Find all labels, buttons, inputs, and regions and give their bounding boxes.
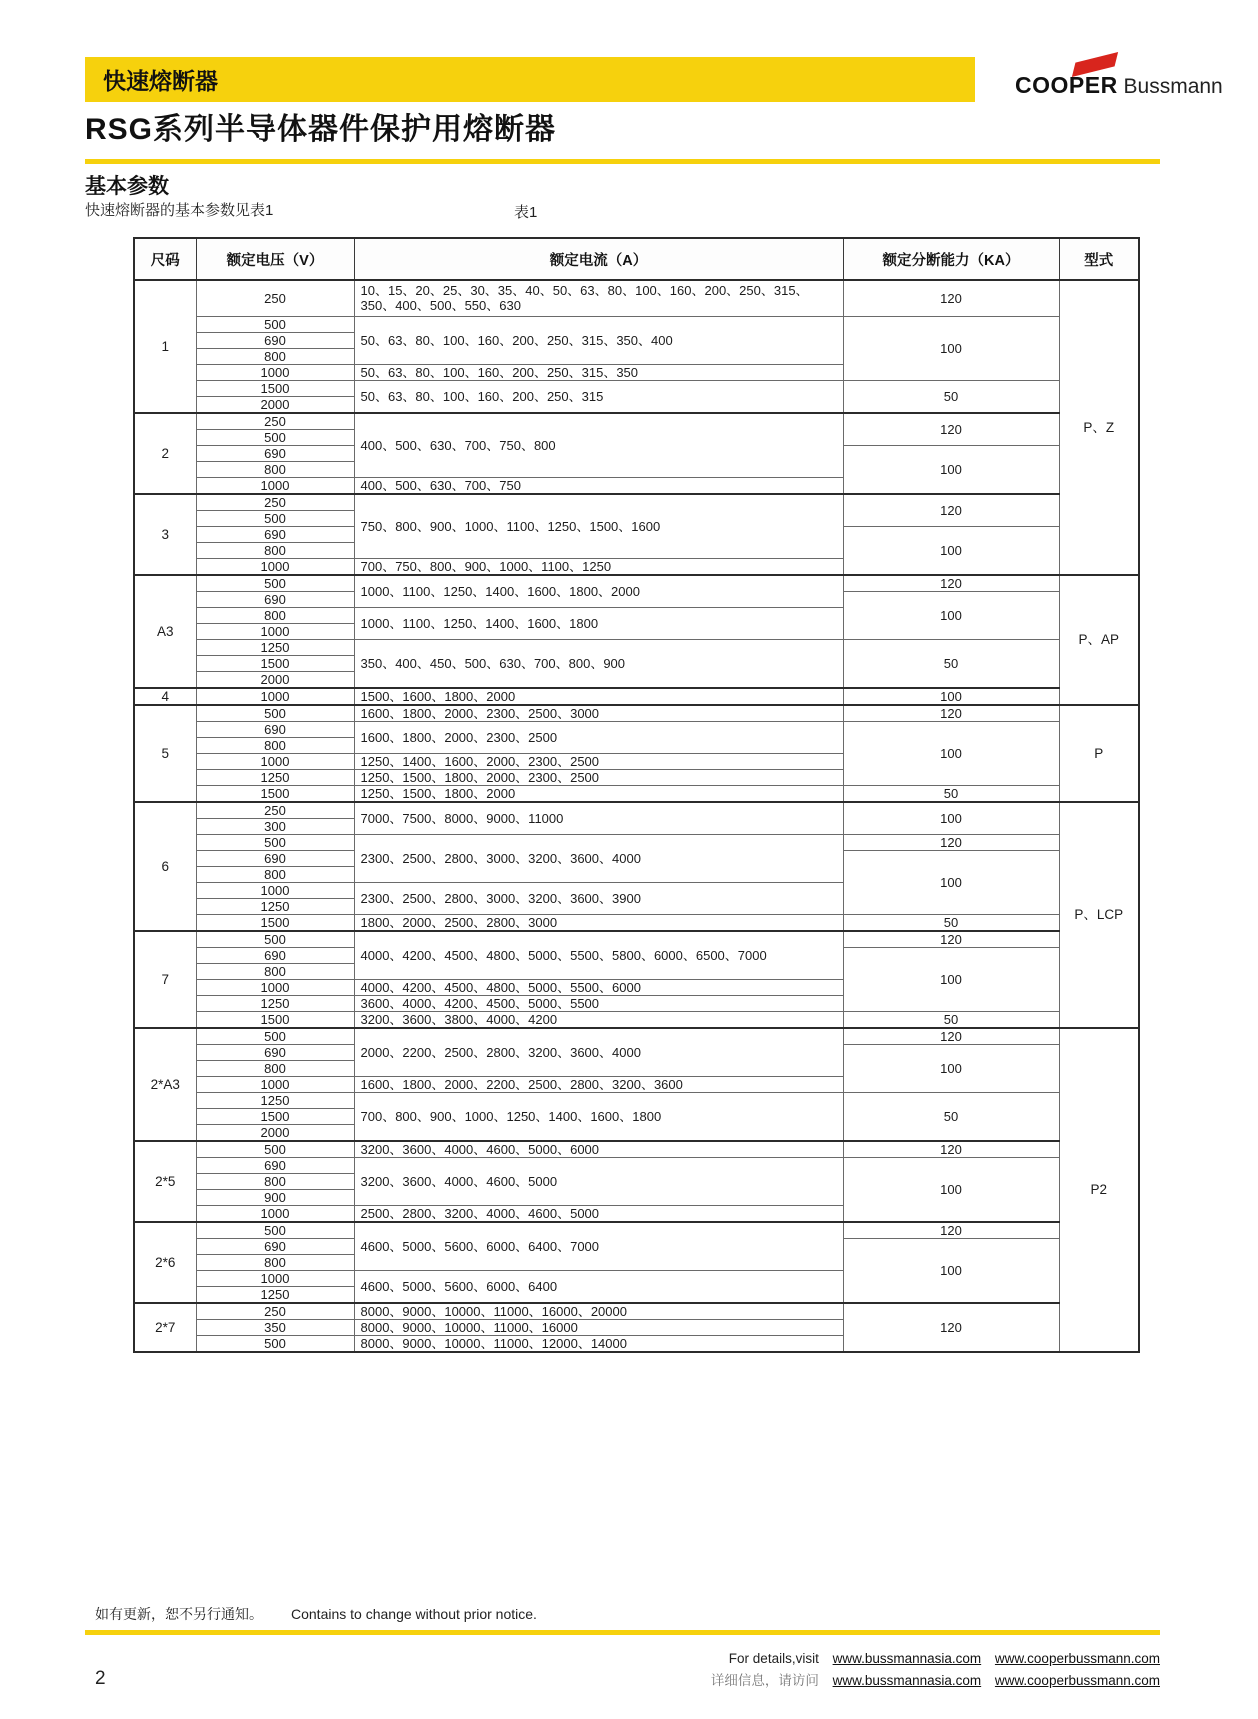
table-row [134,785,1139,802]
table-cell-voltage: 1000 [196,1270,354,1286]
table-cell-breaking-capacity: 50 [843,1092,1059,1141]
cooper-bussmann-logo [1015,56,1223,104]
table-cell-size: 3 [134,494,196,575]
table-cell-voltage: 800 [196,963,354,979]
table-cell-voltage: 250 [196,280,354,316]
table-cell-voltage: 1250 [196,995,354,1011]
table-cell-voltage: 500 [196,1222,354,1239]
table-cell-voltage: 350 [196,1319,354,1335]
table-cell-breaking-capacity: 120 [843,1028,1059,1045]
table-cell-voltage: 1500 [196,1011,354,1028]
table-cell-size: 7 [134,931,196,1028]
table-cell-current: 4000、4200、4500、4800、5000、5500、6000 [354,979,843,995]
table-cell-voltage: 300 [196,818,354,834]
table-cell-current: 8000、9000、10000、11000、16000、20000 [354,1303,843,1320]
table-cell-voltage: 800 [196,866,354,882]
table-cell-current: 400、500、630、700、750、800 [354,413,843,478]
yellow-divider-bottom [85,1630,1160,1635]
table-body [134,280,1139,1352]
table-row [134,380,1139,396]
table-cell-voltage: 1250 [196,769,354,785]
table-row [134,1011,1139,1028]
table-row [134,1222,1139,1239]
table-row [134,494,1139,511]
table-cell-current: 3200、3600、4000、4600、5000 [354,1157,843,1205]
table-cell-size: 5 [134,705,196,802]
cooperbussmann-link[interactable]: www.cooperbussmann.com [994,1651,1160,1666]
table-cell-voltage: 800 [196,461,354,477]
table-cell-current: 700、800、900、1000、1250、1400、1600、1800 [354,1092,843,1141]
table-cell-type: P2 [1059,1028,1139,1352]
table-cell-voltage: 1000 [196,1076,354,1092]
table-cell-breaking-capacity: 120 [843,1303,1059,1352]
table-cell-voltage: 250 [196,413,354,430]
table-cell-voltage: 690 [196,1157,354,1173]
table-cell-voltage: 1000 [196,1205,354,1222]
table-cell-voltage: 500 [196,575,354,592]
section-heading: 基本参数 [85,175,169,198]
details-prefix-cn: 详细信息，请访问 [710,1673,819,1688]
table-cell-voltage: 900 [196,1189,354,1205]
table-cell-voltage: 250 [196,802,354,819]
table-cell-voltage: 1500 [196,380,354,396]
table-row [134,639,1139,655]
table-cell-voltage: 2000 [196,396,354,413]
table-row [134,280,1139,316]
footer-links-line-cn [711,1670,1160,1692]
column-header: 尺码 [134,238,196,280]
table-cell-voltage: 690 [196,850,354,866]
cooperbussmann-link[interactable]: www.cooperbussmann.com [994,1673,1160,1688]
table-cell-voltage: 690 [196,1044,354,1060]
bussmannasia-link[interactable]: www.bussmannasia.com [832,1673,982,1688]
table-cell-voltage: 1250 [196,898,354,914]
table-row [134,1028,1139,1045]
table-cell-voltage: 1500 [196,914,354,931]
table-cell-size: A3 [134,575,196,688]
table-cell-voltage: 500 [196,705,354,722]
table-cell-size: 6 [134,802,196,931]
table-cell-voltage: 800 [196,1060,354,1076]
table-cell-breaking-capacity: 120 [843,705,1059,722]
table-cell-voltage: 500 [196,429,354,445]
table-cell-breaking-capacity: 50 [843,639,1059,688]
table-cell-current: 8000、9000、10000、11000、12000、14000 [354,1335,843,1352]
table-cell-voltage: 690 [196,445,354,461]
table-caption: 表1 [514,204,538,221]
table-cell-voltage: 1000 [196,753,354,769]
table-cell-voltage: 1500 [196,655,354,671]
table-cell-voltage: 1000 [196,558,354,575]
table-cell-breaking-capacity: 100 [843,802,1059,835]
table-cell-breaking-capacity: 100 [843,445,1059,494]
table-cell-breaking-capacity: 120 [843,413,1059,446]
table-cell-current: 8000、9000、10000、11000、16000 [354,1319,843,1335]
table-cell-current: 700、750、800、900、1000、1100、1250 [354,558,843,575]
table-cell-voltage: 2000 [196,1124,354,1141]
header-banner [85,57,975,102]
table-cell-breaking-capacity: 50 [843,380,1059,413]
table-cell-current: 4000、4200、4500、4800、5000、5500、5800、6000、6500、7000 [354,931,843,980]
table-row [134,914,1139,931]
bussmannasia-link[interactable]: www.bussmannasia.com [832,1651,982,1666]
table-cell-type: P、Z [1059,280,1139,575]
table-cell-voltage: 690 [196,526,354,542]
table-cell-breaking-capacity: 100 [843,1238,1059,1303]
table-cell-voltage: 690 [196,591,354,607]
table-cell-current: 2000、2200、2500、2800、3200、3600、4000 [354,1028,843,1077]
table-cell-current: 1500、1600、1800、2000 [354,688,843,705]
yellow-divider-top [85,159,1160,164]
table-cell-current: 7000、7500、8000、9000、11000 [354,802,843,835]
parameters-table [133,237,1140,1353]
table-cell-size: 2 [134,413,196,494]
table-cell-voltage: 1250 [196,1092,354,1108]
table-cell-voltage: 1000 [196,364,354,380]
table-cell-current: 3200、3600、3800、4000、4200 [354,1011,843,1028]
table-cell-breaking-capacity: 100 [843,1044,1059,1092]
table-row [134,1303,1139,1320]
table-cell-voltage: 1000 [196,688,354,705]
table-cell-current: 1000、1100、1250、1400、1600、1800 [354,607,843,639]
table-cell-current: 1000、1100、1250、1400、1600、1800、2000 [354,575,843,608]
table-cell-size: 2*A3 [134,1028,196,1141]
table-cell-voltage: 1000 [196,623,354,639]
table-row [134,834,1139,850]
table-cell-current: 400、500、630、700、750 [354,477,843,494]
table-cell-voltage: 690 [196,721,354,737]
table-cell-breaking-capacity: 120 [843,1222,1059,1239]
table-cell-current: 750、800、900、1000、1100、1250、1500、1600 [354,494,843,559]
details-prefix-en: For details,visit [728,1651,819,1666]
table-cell-type: P、AP [1059,575,1139,705]
logo-bussmann-text: Bussmann [1117,75,1223,98]
table-cell-current: 1250、1500、1800、2000 [354,785,843,802]
table-cell-breaking-capacity: 120 [843,834,1059,850]
table-cell-current: 3600、4000、4200、4500、5000、5500 [354,995,843,1011]
table-cell-current: 2500、2800、3200、4000、4600、5000 [354,1205,843,1222]
banner-title: 快速熔断器 [103,68,218,94]
table-cell-voltage: 500 [196,834,354,850]
table-cell-size: 2*5 [134,1141,196,1222]
table-row [134,1141,1139,1158]
table-cell-current: 1600、1800、2000、2200、2500、2800、3200、3600 [354,1076,843,1092]
table-cell-voltage: 800 [196,542,354,558]
table-cell-voltage: 1500 [196,785,354,802]
table-cell-current: 1250、1400、1600、2000、2300、2500 [354,753,843,769]
table-cell-size: 2*7 [134,1303,196,1352]
table-cell-voltage: 690 [196,1238,354,1254]
table-cell-current: 1600、1800、2000、2300、2500、3000 [354,705,843,722]
table-cell-breaking-capacity: 100 [843,688,1059,705]
table-cell-breaking-capacity: 120 [843,280,1059,316]
table-cell-voltage: 800 [196,1254,354,1270]
change-notice-en: Contains to change without prior notice. [291,1606,537,1622]
table-cell-current: 4600、5000、5600、6000、6400、7000 [354,1222,843,1271]
table-cell-breaking-capacity: 50 [843,785,1059,802]
table-cell-breaking-capacity: 100 [843,591,1059,639]
table-cell-voltage: 1000 [196,477,354,494]
table-cell-current: 4600、5000、5600、6000、6400 [354,1270,843,1303]
column-header: 额定分断能力（KA） [843,238,1059,280]
table-row [134,802,1139,819]
table-row [134,413,1139,430]
table-cell-voltage: 2000 [196,671,354,688]
table-cell-breaking-capacity: 100 [843,947,1059,1011]
table-cell-breaking-capacity: 100 [843,526,1059,575]
table-cell-current: 10、15、20、25、30、35、40、50、63、80、100、160、200、250、315、350、400、500、550、630 [354,280,843,316]
table-row [134,688,1139,705]
table-cell-voltage: 1250 [196,1286,354,1303]
table-cell-voltage: 1000 [196,979,354,995]
table-cell-current: 1600、1800、2000、2300、2500 [354,721,843,753]
table-cell-breaking-capacity: 100 [843,721,1059,785]
table-cell-voltage: 500 [196,1141,354,1158]
table-cell-size: 1 [134,280,196,413]
table-cell-breaking-capacity: 50 [843,1011,1059,1028]
table-cell-voltage: 1250 [196,639,354,655]
table-row [134,575,1139,592]
table-cell-current: 50、63、80、100、160、200、250、315、350 [354,364,843,380]
table-row [134,721,1139,737]
table-head-row [134,238,1139,280]
table-cell-voltage: 500 [196,931,354,948]
table-cell-current: 2300、2500、2800、3000、3200、3600、3900 [354,882,843,914]
table-cell-size: 2*6 [134,1222,196,1303]
table-cell-voltage: 800 [196,1173,354,1189]
table-cell-voltage: 500 [196,1028,354,1045]
table-cell-voltage: 500 [196,316,354,332]
table-cell-type: P [1059,705,1139,802]
table-cell-voltage: 690 [196,332,354,348]
table-cell-voltage: 250 [196,494,354,511]
table-cell-current: 2300、2500、2800、3000、3200、3600、4000 [354,834,843,882]
table-cell-voltage: 1000 [196,882,354,898]
table-cell-voltage: 800 [196,348,354,364]
change-notice-cn: 如有更新，恕不另行通知。 [95,1606,263,1622]
table-cell-breaking-capacity: 120 [843,1141,1059,1158]
column-header: 额定电压（V） [196,238,354,280]
table-cell-breaking-capacity: 50 [843,914,1059,931]
table-cell-current: 1250、1500、1800、2000、2300、2500 [354,769,843,785]
table-cell-voltage: 1500 [196,1108,354,1124]
table-cell-size: 4 [134,688,196,705]
page-number: 2 [95,1668,106,1689]
table-row [134,1092,1139,1108]
table-row [134,705,1139,722]
column-header: 型式 [1059,238,1139,280]
table-cell-voltage: 250 [196,1303,354,1320]
table-row [134,931,1139,948]
table-cell-voltage: 800 [196,737,354,753]
table-cell-voltage: 800 [196,607,354,623]
change-notice [95,1604,537,1624]
page-title: RSG系列半导体器件保护用熔断器 [85,113,557,146]
column-header: 额定电流（A） [354,238,843,280]
footer-links-line-en [711,1648,1160,1670]
table-cell-breaking-capacity: 120 [843,575,1059,592]
logo-cooper-text: COOPER [1015,72,1118,98]
table-cell-current: 350、400、450、500、630、700、800、900 [354,639,843,688]
table-cell-voltage: 500 [196,510,354,526]
table-row [134,316,1139,332]
table-cell-current: 50、63、80、100、160、200、250、315、350、400 [354,316,843,364]
table-row [134,1157,1139,1173]
table-cell-voltage: 500 [196,1335,354,1352]
table-cell-type: P、LCP [1059,802,1139,1028]
table-cell-breaking-capacity: 120 [843,494,1059,527]
section-note: 快速熔断器的基本参数见表1 [85,202,274,219]
table-cell-breaking-capacity: 100 [843,316,1059,380]
table-cell-current: 1800、2000、2500、2800、3000 [354,914,843,931]
footer-links [711,1648,1160,1692]
table-cell-voltage: 690 [196,947,354,963]
table-cell-breaking-capacity: 100 [843,1157,1059,1222]
table-cell-breaking-capacity: 120 [843,931,1059,948]
table-cell-current: 50、63、80、100、160、200、250、315 [354,380,843,413]
table-cell-current: 3200、3600、4000、4600、5000、6000 [354,1141,843,1158]
parameters-table-wrap [133,237,1138,1353]
table-cell-breaking-capacity: 100 [843,850,1059,914]
